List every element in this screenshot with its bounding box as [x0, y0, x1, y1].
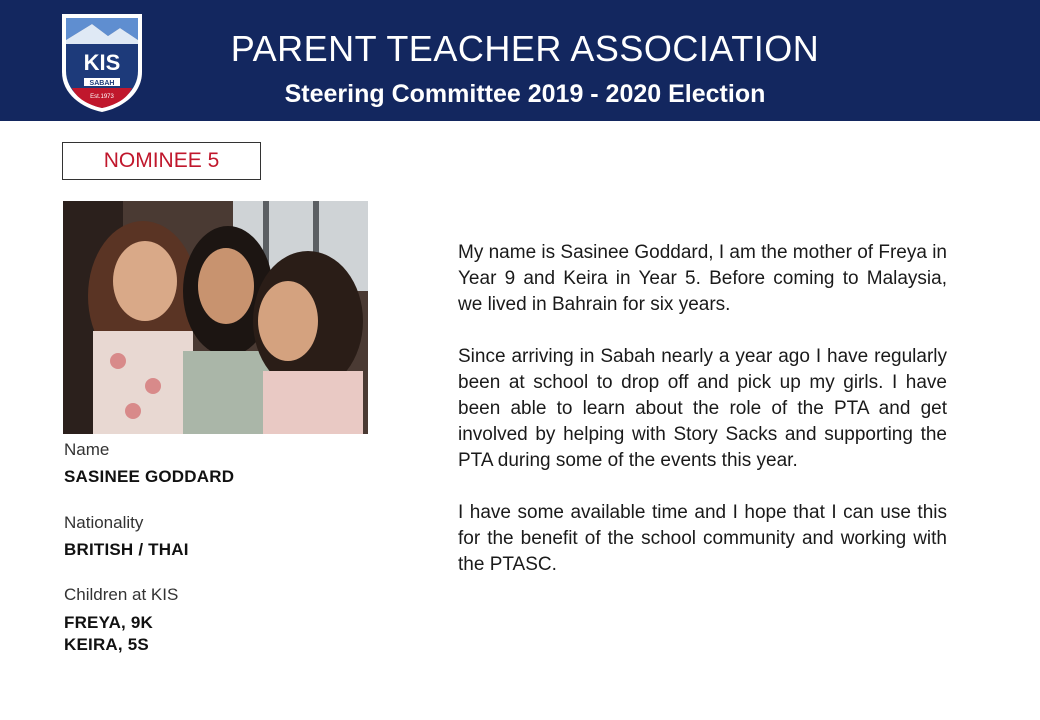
logo-established: Est.1973: [90, 94, 114, 100]
bio-paragraph: I have some available time and I hope that I can use this for the benefit of the school community and working with the PTASC.: [458, 502, 947, 575]
nominee-bio: [458, 240, 947, 604]
nominee-label: NOMINEE 5: [103, 149, 220, 172]
children-label: Children at KIS: [64, 585, 179, 604]
nationality-value: BRITISH / THAI: [64, 540, 189, 559]
nationality-label: Nationality: [64, 513, 144, 532]
kis-school-crest-logo: [58, 10, 146, 114]
page-subtitle: Steering Committee 2019 - 2020 Election: [284, 80, 766, 108]
nominee-name: SASINEE GODDARD: [64, 467, 235, 486]
page-title: PARENT TEACHER ASSOCIATION: [230, 28, 820, 69]
bio-paragraph: My name is Sasinee Goddard, I am the mother of Freya in Year 9 and Keira in Year 5. Before coming to Malaysia, we lived in Bahrain for six years.: [458, 242, 947, 315]
nominee-badge: [62, 142, 261, 180]
name-label: Name: [64, 440, 110, 459]
nominee-photo: [63, 201, 368, 434]
logo-banner: SABAH: [89, 80, 115, 87]
header-banner: [0, 0, 1040, 121]
child-entry: FREYA, 9K: [64, 613, 154, 632]
child-entry: KEIRA, 5S: [64, 635, 149, 654]
logo-letters: KIS: [83, 50, 121, 75]
bio-paragraph: Since arriving in Sabah nearly a year ago I have regularly been at school to drop off and pick up my girls. I have been able to learn about the role of the PTA and get involved by helping with Story Sacks and supporting the PTA during some of the events this year.: [458, 346, 947, 471]
